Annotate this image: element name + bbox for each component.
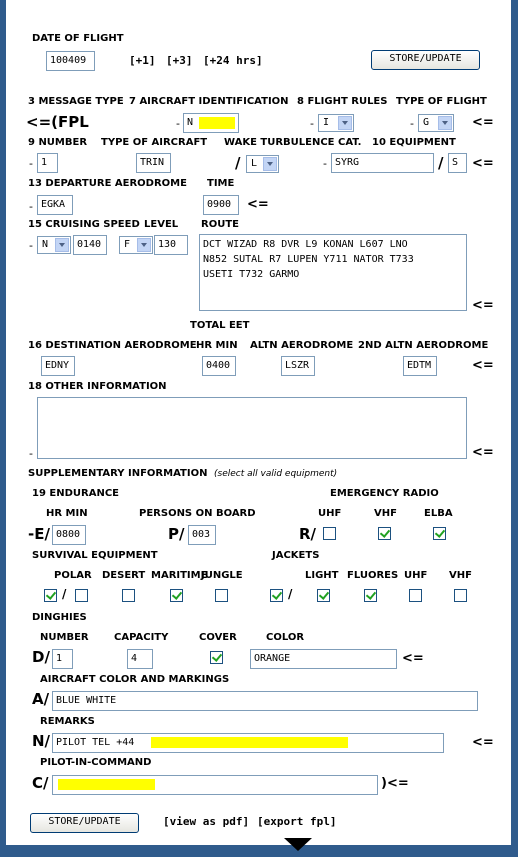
dash: - xyxy=(29,157,33,170)
dinghies-prefix: D/ xyxy=(32,648,50,666)
departure-time-label: TIME xyxy=(207,178,235,189)
level-unit-select[interactable] xyxy=(119,236,153,254)
destination-aerodrome-label: 16 DESTINATION AERODROME xyxy=(28,340,197,351)
endurance-prefix: -E/ xyxy=(28,525,50,543)
type-of-flight-label: TYPE OF FLIGHT xyxy=(396,96,487,107)
desert-label: DESERT xyxy=(102,570,146,581)
cruising-speed-label: 15 CRUISING SPEED xyxy=(28,219,140,230)
return-arrow: <= xyxy=(472,735,494,750)
view-as-pdf-link[interactable]: [view as pdf] xyxy=(163,815,250,828)
altn2-aerodrome-label: 2ND ALTN AERODROME xyxy=(358,340,489,351)
speed-unit-value: N xyxy=(42,239,49,250)
chevron-down-icon xyxy=(263,157,277,171)
jackets-checkbox[interactable] xyxy=(270,589,283,602)
total-eet-field[interactable]: 0400 xyxy=(202,356,236,376)
other-information-label: 18 OTHER INFORMATION xyxy=(28,381,167,392)
departure-aerodrome-field[interactable]: EGKA xyxy=(37,195,73,215)
maritime-checkbox[interactable] xyxy=(170,589,183,602)
radio-uhf-label: UHF xyxy=(318,508,342,519)
wake-turbulence-select[interactable] xyxy=(246,155,279,173)
dinghy-cover-checkbox[interactable] xyxy=(210,651,223,664)
type-of-aircraft-field[interactable]: TRIN xyxy=(136,153,171,173)
slash: / xyxy=(438,154,444,172)
wake-value: L xyxy=(251,158,258,169)
route-label: ROUTE xyxy=(201,219,239,230)
dinghy-color-field[interactable]: ORANGE xyxy=(250,649,397,669)
return-arrow: <= xyxy=(472,445,494,460)
endurance-label: 19 ENDURANCE xyxy=(32,488,119,499)
date-plus-1-link[interactable]: [+1] xyxy=(129,54,156,67)
dinghy-number-label: NUMBER xyxy=(40,632,89,643)
return-arrow: <= xyxy=(472,156,494,171)
altn2-aerodrome-field[interactable]: EDTM xyxy=(403,356,437,376)
date-plus-3-link[interactable]: [+3] xyxy=(166,54,193,67)
chevron-down-icon xyxy=(438,116,452,130)
aircraft-identification-field[interactable] xyxy=(183,113,239,133)
dinghy-color-label: COLOR xyxy=(266,632,305,643)
number-label: 9 NUMBER xyxy=(28,137,88,148)
slash: / xyxy=(288,587,293,601)
altn-aerodrome-label: ALTN AERODROME xyxy=(250,340,354,351)
slash: / xyxy=(62,587,67,601)
other-information-textarea[interactable] xyxy=(37,397,467,459)
dash: - xyxy=(176,117,180,130)
message-type-label: 3 MESSAGE TYPE xyxy=(28,96,124,107)
light-label: LIGHT xyxy=(305,570,339,581)
wake-turbulence-label: WAKE TURBULENCE CAT. xyxy=(224,137,362,148)
dash: - xyxy=(29,200,33,213)
supplementary-information-label: SUPPLEMENTARY INFORMATION xyxy=(28,468,208,479)
jackets-vhf-label: VHF xyxy=(449,570,472,581)
flight-rules-select[interactable] xyxy=(318,114,354,132)
dinghy-capacity-label: CAPACITY xyxy=(114,632,169,643)
persons-on-board-field[interactable]: 003 xyxy=(188,525,216,545)
return-arrow: <= xyxy=(472,115,494,130)
polar-label: POLAR xyxy=(54,570,92,581)
equipment-field[interactable]: SYRG xyxy=(331,153,434,173)
pilot-in-command-field[interactable] xyxy=(52,775,378,795)
total-eet-label: TOTAL EET xyxy=(190,320,250,331)
export-fpl-link[interactable]: [export fpl] xyxy=(257,815,337,828)
fluores-checkbox[interactable] xyxy=(364,589,377,602)
speed-unit-select[interactable] xyxy=(37,236,71,254)
radio-vhf-label: VHF xyxy=(374,508,397,519)
fluores-label: FLUORES xyxy=(347,570,399,581)
fpl-prefix: <=(FPL xyxy=(26,113,89,131)
aircraft-id-value: N xyxy=(187,117,194,128)
radio-elba-label: ELBA xyxy=(424,508,453,519)
flight-rules-label: 8 FLIGHT RULES xyxy=(297,96,388,107)
date-plus-24hrs-link[interactable]: [+24 hrs] xyxy=(203,54,263,67)
number-field[interactable]: 1 xyxy=(37,153,58,173)
radio-uhf-checkbox[interactable] xyxy=(323,527,336,540)
desert-checkbox[interactable] xyxy=(122,589,135,602)
route-textarea[interactable]: DCT WIZAD R8 DVR L9 KONAN L607 LNO N852 SUTAL R7 LUPEN Y711 NATOR T733 USETI T732 GARMO xyxy=(199,234,467,311)
flight-rules-value: I xyxy=(323,117,330,128)
store-update-button-bottom[interactable]: STORE/UPDATE xyxy=(30,813,139,833)
destination-aerodrome-field[interactable]: EDNY xyxy=(41,356,75,376)
jungle-checkbox[interactable] xyxy=(215,589,228,602)
pilot-prefix: C/ xyxy=(32,774,49,792)
survival-equipment-label: SURVIVAL EQUIPMENT xyxy=(32,550,158,561)
level-unit-value: F xyxy=(124,239,131,250)
cruising-speed-field[interactable]: 0140 xyxy=(73,235,107,255)
dinghy-capacity-field[interactable]: 4 xyxy=(127,649,153,669)
emergency-radio-label: EMERGENCY RADIO xyxy=(330,488,439,499)
slash: / xyxy=(235,154,241,172)
aircraft-color-field[interactable]: BLUE WHITE xyxy=(52,691,478,711)
dash: - xyxy=(29,239,33,252)
remarks-prefix: N/ xyxy=(32,732,51,750)
dinghies-label: DINGHIES xyxy=(32,612,87,623)
pilot-in-command-label: PILOT-IN-COMMAND xyxy=(40,757,152,768)
radio-vhf-checkbox[interactable] xyxy=(378,527,391,540)
jackets-uhf-checkbox[interactable] xyxy=(409,589,422,602)
redaction-highlight xyxy=(58,779,155,790)
chevron-down-icon xyxy=(338,116,352,130)
polar-checkbox[interactable] xyxy=(75,589,88,602)
remarks-field[interactable] xyxy=(52,733,444,753)
store-update-button-top[interactable]: STORE/UPDATE xyxy=(371,50,480,70)
redaction-highlight xyxy=(199,117,235,129)
select-equipment-note: (select all valid equipment) xyxy=(214,469,338,479)
dash: - xyxy=(323,157,327,170)
persons-prefix: P/ xyxy=(168,525,185,543)
aircraft-identification-label: 7 AIRCRAFT IDENTIFICATION xyxy=(129,96,289,107)
jackets-vhf-checkbox[interactable] xyxy=(454,589,467,602)
chevron-down-icon xyxy=(137,238,151,252)
date-of-flight-label: DATE OF FLIGHT xyxy=(32,33,124,44)
type-of-flight-value: G xyxy=(423,117,430,128)
level-field[interactable]: 130 xyxy=(154,235,188,255)
pilot-suffix: )<= xyxy=(381,776,409,791)
return-arrow: <= xyxy=(402,651,424,666)
dinghy-cover-label: COVER xyxy=(199,632,237,643)
maritime-label: MARITIME xyxy=(151,570,208,581)
jungle-label: JUNGLE xyxy=(201,570,243,581)
remarks-label: REMARKS xyxy=(40,716,95,727)
jackets-uhf-label: UHF xyxy=(404,570,428,581)
jackets-label: JACKETS xyxy=(272,550,320,561)
dinghy-number-field[interactable]: 1 xyxy=(52,649,73,669)
chevron-down-icon xyxy=(55,238,69,252)
flight-plan-panel xyxy=(6,0,511,845)
eet-hr-min-label: HR MIN xyxy=(196,340,238,351)
radio-elba-checkbox[interactable] xyxy=(433,527,446,540)
dash: - xyxy=(410,117,414,130)
aircraft-color-prefix: A/ xyxy=(32,690,50,708)
expand-down-arrow-icon[interactable] xyxy=(284,838,312,851)
remarks-value: PILOT TEL +44 xyxy=(56,737,135,748)
type-of-aircraft-label: TYPE OF AIRCRAFT xyxy=(101,137,208,148)
return-arrow: <= xyxy=(472,298,494,313)
radio-prefix: R/ xyxy=(299,525,317,543)
endurance-field[interactable]: 0800 xyxy=(52,525,86,545)
departure-aerodrome-label: 13 DEPARTURE AERODROME xyxy=(28,178,187,189)
type-of-flight-select[interactable] xyxy=(418,114,454,132)
endurance-hr-min-label: HR MIN xyxy=(46,508,88,519)
altn-aerodrome-field[interactable]: LSZR xyxy=(281,356,315,376)
redaction-highlight xyxy=(151,737,348,748)
dash: - xyxy=(29,447,33,460)
survival-equipment-checkbox[interactable] xyxy=(44,589,57,602)
aircraft-color-label: AIRCRAFT COLOR AND MARKINGS xyxy=(40,674,230,685)
equipment-surveillance-field[interactable]: S xyxy=(448,153,467,173)
return-arrow: <= xyxy=(472,358,494,373)
persons-on-board-label: PERSONS ON BOARD xyxy=(139,508,256,519)
dash: - xyxy=(310,117,314,130)
equipment-label: 10 EQUIPMENT xyxy=(372,137,456,148)
departure-time-field[interactable]: 0900 xyxy=(203,195,239,215)
date-of-flight-field[interactable]: 100409 xyxy=(46,51,95,71)
level-label: LEVEL xyxy=(144,219,179,230)
return-arrow: <= xyxy=(247,197,269,212)
bottom-frame-bar xyxy=(0,845,518,857)
light-checkbox[interactable] xyxy=(317,589,330,602)
